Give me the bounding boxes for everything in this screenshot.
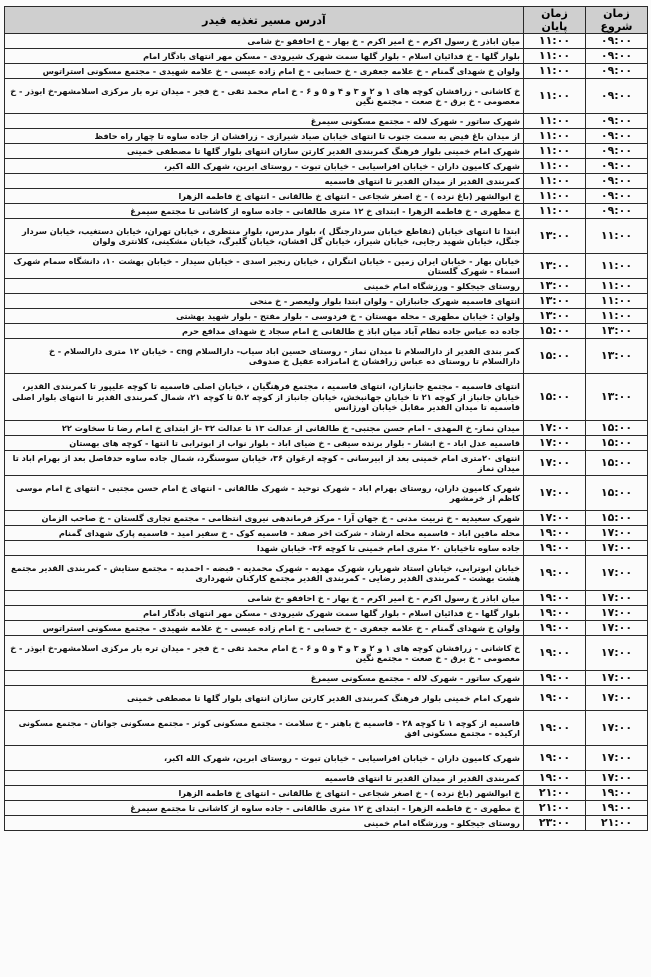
start-time-cell: ۰۹:۰۰	[586, 34, 648, 49]
table-row	[5, 49, 648, 64]
end-time-cell: ۱۷:۰۰	[524, 476, 586, 511]
route-cell: کمر بندی القدیر از دارالسلام تا میدان نماز - روستای حسین اباد سیاب- دارالسلام cng - خیابان ۱۲ متری دارالسلام - خ دارالسلام تا روستای ده عباس زرافشان خ امامزاده عقیل خ صدوقی	[5, 339, 524, 374]
table-row	[5, 34, 648, 49]
route-cell: روستای جیجکلو - ورزشگاه امام خمینی	[5, 816, 524, 831]
table-row	[5, 686, 648, 711]
start-time-cell: ۱۵:۰۰	[586, 436, 648, 451]
route-cell: قاسمیه عدل اباد - خ ابشار - بلوار برنده سیقی - خ ضیای اباد - بلوار نواب از ابوترابی تا انتها - کوچه های بهستان	[5, 436, 524, 451]
start-time-cell: ۱۳:۰۰	[586, 339, 648, 374]
route-cell: انتهای ۲۰متری امام خمینی بعد از ابیرسانی - کوچه ارغوان ۳۶، خیابان سوسنگرد، شمال جاده ساوه حدفاصل بعد از بهرام اباد تا میدان نماز	[5, 451, 524, 476]
end-time-cell: ۲۱:۰۰	[524, 786, 586, 801]
end-time-cell: ۱۹:۰۰	[524, 621, 586, 636]
end-time-cell: ۲۱:۰۰	[524, 801, 586, 816]
table-row	[5, 159, 648, 174]
end-time-cell: ۱۹:۰۰	[524, 671, 586, 686]
end-time-cell: ۱۱:۰۰	[524, 144, 586, 159]
end-time-cell: ۱۹:۰۰	[524, 686, 586, 711]
table-row	[5, 79, 648, 114]
table-row	[5, 636, 648, 671]
start-time-cell: ۱۵:۰۰	[586, 476, 648, 511]
end-time-cell: ۱۱:۰۰	[524, 174, 586, 189]
start-time-cell: ۱۷:۰۰	[586, 746, 648, 771]
start-time-cell: ۰۹:۰۰	[586, 64, 648, 79]
table-row	[5, 816, 648, 831]
route-cell: خیابان بهار - خیابان ایران زمین - خیابان انتگران ، خیابان رنجبر اسدی - خیابان سیدار - خیابان بهشت ۱۰، دانشگاه سمام شهرک اسماء - شهرک گلستان	[5, 254, 524, 279]
table-row	[5, 189, 648, 204]
start-time-cell: ۱۷:۰۰	[586, 591, 648, 606]
table-row	[5, 421, 648, 436]
end-time-cell: ۱۳:۰۰	[524, 294, 586, 309]
table-row	[5, 64, 648, 79]
table-row	[5, 279, 648, 294]
start-time-cell: ۱۵:۰۰	[586, 511, 648, 526]
table-row	[5, 801, 648, 816]
start-time-cell: ۱۷:۰۰	[586, 671, 648, 686]
table-row	[5, 511, 648, 526]
route-cell: خ مطهری - خ فاطمه الزهرا - ابتدای خ ۱۲ متری طالقانی - جاده ساوه از کاشانی تا مجتمع سیمرغ	[5, 801, 524, 816]
route-cell: میان اباذر خ رسول اکرم - خ امیر اکرم - خ بهار - خ احافقو -خ شامی	[5, 591, 524, 606]
route-cell: خیابان ابوترابی، خیابان استاد شهریار، شهرک مهدیه - شهرک محمدیه - قبضه - احمدیه - مجتمع ستایش - کمربندی القدیر مجتمع هشت بهشت - کمربندی القدیر رضایی - کمربندی القدیر مجتمع کارکنان شهرداری	[5, 556, 524, 591]
route-cell: جاده ساوه تاخیابان ۲۰ متری امام خمینی تا کوچه ۳۶- خیابان شهدا	[5, 541, 524, 556]
end-time-cell: ۱۹:۰۰	[524, 591, 586, 606]
route-cell: کمربندی القدیر از میدان القدیر تا انتهای قاسمیه	[5, 174, 524, 189]
route-cell: میدان نماز- خ المهدی - امام حسن مجتبی- خ طالقانی از عدالت ۱۳ تا عدالت ۳۲ -از ابتدای خ امام رضا تا سخاوت ۲۲	[5, 421, 524, 436]
start-time-cell: ۱۷:۰۰	[586, 771, 648, 786]
route-cell: شهرک کامیون داران - خیابان افراسیابی - خیابان تبوت - روستای ابرین، شهرک الله اکبر،	[5, 159, 524, 174]
end-time-cell: ۱۱:۰۰	[524, 64, 586, 79]
end-time-cell: ۱۱:۰۰	[524, 159, 586, 174]
table-row	[5, 254, 648, 279]
start-time-cell: ۱۷:۰۰	[586, 606, 648, 621]
start-time-cell: ۱۷:۰۰	[586, 711, 648, 746]
route-cell: شهرک کامیون داران - خیابان افراسیابی - خیابان تبوت - روستای ابرین، شهرک الله اکبر،	[5, 746, 524, 771]
table-row	[5, 324, 648, 339]
route-cell: شهرک امام خمینی بلوار فرهنگ کمربندی القدیر کارتن سازان انتهای بلوار گلها تا مصطفی خمینی	[5, 144, 524, 159]
start-time-cell: ۱۱:۰۰	[586, 219, 648, 254]
table-row	[5, 541, 648, 556]
table-row	[5, 556, 648, 591]
end-time-cell: ۱۹:۰۰	[524, 711, 586, 746]
table-row	[5, 144, 648, 159]
table-row	[5, 339, 648, 374]
route-cell: بلوار گلها - خ فدائیان اسلام - بلوار گلها سمت شهرک شیرودی - مسکن مهر انتهای بادگار امام	[5, 49, 524, 64]
table-row	[5, 711, 648, 746]
table-row	[5, 786, 648, 801]
route-cell: ولوان : خیابان مطهری - محله مهستان - خ فردوسی - بلوار مفتح - بلوار شهید بهشتی	[5, 309, 524, 324]
table-row	[5, 374, 648, 421]
start-time-cell: ۰۹:۰۰	[586, 174, 648, 189]
start-time-cell: ۲۱:۰۰	[586, 816, 648, 831]
start-time-cell: ۰۹:۰۰	[586, 189, 648, 204]
table-body	[5, 34, 648, 831]
table-header-row	[5, 7, 648, 34]
table-row	[5, 606, 648, 621]
table-row	[5, 219, 648, 254]
end-time-cell: ۱۷:۰۰	[524, 421, 586, 436]
table-row	[5, 129, 648, 144]
end-time-cell: ۱۳:۰۰	[524, 254, 586, 279]
table-row	[5, 476, 648, 511]
end-time-cell: ۱۳:۰۰	[524, 309, 586, 324]
route-cell: خ ابوالشهر (باغ نرده ) - خ اصغر شجاعی - انتهای خ طالقانی - انتهای خ فاطمه الزهرا	[5, 189, 524, 204]
route-cell: شهرک امام خمینی بلوار فرهنگ کمربندی القدیر کارتن سازان انتهای بلوار گلها تا مصطفی خمینی	[5, 686, 524, 711]
route-cell: انتهای قاسمیه - مجتمع جانبازان، انتهای قاسمیه ، مجتمع فرهنگیان ، خیابان اصلی قاسمیه تا کوچه علیپور تا کمربندی القدیر، خیابان جانباز از کوچه ۲۱ تا خیابان جهانبخش، خیابان جانباز از کوچه ۵.۲ تا کوچه ۲۱، شمال کمربندی القدیر تا انتهای بلوار اصلی قاسمیه تا میدان القدیر مقابل خیابان اورژانس	[5, 374, 524, 421]
start-time-cell: ۱۷:۰۰	[586, 526, 648, 541]
end-time-cell: ۱۱:۰۰	[524, 79, 586, 114]
start-time-cell: ۱۹:۰۰	[586, 786, 648, 801]
route-cell: شهرک سعیدیه - خ تربیت مدنی - خ جهان آرا - مرکز فرماندهی نیروی انتظامی - مجتمع تجاری گلستان - خ صاحب الزمان	[5, 511, 524, 526]
feeder-schedule-table	[4, 6, 648, 831]
header-start-time: زمان شروع	[586, 7, 648, 34]
route-cell: جاده ده عباس جاده نظام آباد میان اباذ خ طالقانی خ امام سجاد خ شهدای مدافع حرم	[5, 324, 524, 339]
start-time-cell: ۱۷:۰۰	[586, 556, 648, 591]
table-row	[5, 114, 648, 129]
start-time-cell: ۱۵:۰۰	[586, 421, 648, 436]
header-route: آدرس مسیر تغذیه فیدر	[5, 7, 524, 34]
start-time-cell: ۰۹:۰۰	[586, 49, 648, 64]
header-end-time: زمان پایان	[524, 7, 586, 34]
table-row	[5, 204, 648, 219]
route-cell: انتهای قاسمیه شهرک جانبازان - ولوان ابتدا بلوار ولیعصر - خ منحی	[5, 294, 524, 309]
start-time-cell: ۰۹:۰۰	[586, 159, 648, 174]
route-cell: شهرک ساتور - شهرک لاله - مجتمع مسکونی سیمرغ	[5, 671, 524, 686]
table-row	[5, 621, 648, 636]
route-cell: شهرک کامیون داران، روستای بهرام اباد - شهرک توحید - شهرک طالقانی - انتهای خ امام حسن مجتبی - انتهای خ امام موسی کاظم از خرمشهر	[5, 476, 524, 511]
start-time-cell: ۱۷:۰۰	[586, 541, 648, 556]
table-row	[5, 746, 648, 771]
start-time-cell: ۰۹:۰۰	[586, 204, 648, 219]
end-time-cell: ۱۵:۰۰	[524, 374, 586, 421]
end-time-cell: ۱۵:۰۰	[524, 339, 586, 374]
route-cell: خ ابوالشهر (باغ نرده ) - خ اصغر شجاعی - انتهای خ طالقانی - انتهای خ فاطمه الزهرا	[5, 786, 524, 801]
end-time-cell: ۱۱:۰۰	[524, 49, 586, 64]
route-cell: از میدان باغ فیض به سمت جنوب تا انتهای خیابان صیاد شیرازی - زرافشان از جاده ساوه تا چهار راه حافظ	[5, 129, 524, 144]
start-time-cell: ۱۱:۰۰	[586, 254, 648, 279]
end-time-cell: ۱۹:۰۰	[524, 746, 586, 771]
table-row	[5, 591, 648, 606]
table-row	[5, 309, 648, 324]
start-time-cell: ۱۱:۰۰	[586, 294, 648, 309]
route-cell: کمربندی القدیر از میدان القدیر تا انتهای قاسمیه	[5, 771, 524, 786]
table-row	[5, 294, 648, 309]
route-cell: خ کاشانی - زرافشان کوچه های ۱ و ۲ و ۳ و ۴ و ۵ و ۶ - خ امام محمد تقی - خ فجر - میدان تره بار مرکزی اسلامشهر-خ ابوذر - خ معصومی - خ برق - خ صعت - مجتمع نگین	[5, 79, 524, 114]
route-cell: بلوار گلها - خ فدائیان اسلام - بلوار گلها سمت شهرک شیرودی - مسکن مهر انتهای بادگار امام	[5, 606, 524, 621]
start-time-cell: ۱۳:۰۰	[586, 374, 648, 421]
start-time-cell: ۱۹:۰۰	[586, 801, 648, 816]
route-cell: ولوان خ شهدای گمنام - خ علامه جعفری - خ حسابی - خ امام زاده عیسی - خ علامه شهیدی - مجتمع مسکونی استراتوس	[5, 64, 524, 79]
end-time-cell: ۱۹:۰۰	[524, 636, 586, 671]
start-time-cell: ۱۱:۰۰	[586, 309, 648, 324]
route-cell: روستای جیجکلو - ورزشگاه امام خمینی	[5, 279, 524, 294]
end-time-cell: ۱۹:۰۰	[524, 606, 586, 621]
end-time-cell: ۱۹:۰۰	[524, 526, 586, 541]
route-cell: ولوان خ شهدای گمنام - خ علامه جعفری - خ حسابی - خ امام زاده عیسی - خ علامه شهیدی - مجتمع مسکونی استراتوس	[5, 621, 524, 636]
end-time-cell: ۱۱:۰۰	[524, 34, 586, 49]
start-time-cell: ۰۹:۰۰	[586, 144, 648, 159]
route-cell: خ کاشانی - زرافشان کوچه های ۱ و ۲ و ۳ و ۴ و ۵ و ۶ - خ امام محمد تقی - خ فجر - میدان تره بار مرکزی اسلامشهر-خ ابوذر - خ معصومی - خ برق - خ صعت - مجتمع نگین	[5, 636, 524, 671]
end-time-cell: ۱۷:۰۰	[524, 511, 586, 526]
end-time-cell: ۱۳:۰۰	[524, 219, 586, 254]
table-row	[5, 526, 648, 541]
table-row	[5, 771, 648, 786]
start-time-cell: ۰۹:۰۰	[586, 114, 648, 129]
table-row	[5, 174, 648, 189]
table-row	[5, 451, 648, 476]
end-time-cell: ۱۷:۰۰	[524, 451, 586, 476]
route-cell: قاسمیه از کوچه ۱ تا کوچه ۲۸ - قاسمیه خ باهنر - خ سلامت - مجتمع مسکونی کوثر - مجتمع مسکونی جوانان - مجتمع مسکونی ارکیده - مجتمع مسکونی افق	[5, 711, 524, 746]
table-row	[5, 671, 648, 686]
end-time-cell: ۱۹:۰۰	[524, 541, 586, 556]
end-time-cell: ۱۱:۰۰	[524, 129, 586, 144]
start-time-cell: ۰۹:۰۰	[586, 79, 648, 114]
start-time-cell: ۱۷:۰۰	[586, 636, 648, 671]
end-time-cell: ۱۱:۰۰	[524, 204, 586, 219]
route-cell: ابتدا تا انتهای خیابان (تقاطع خیابان سردارجنگل )، بلوار مدرس، بلوار منتظری ، خیابان تهران، خیابان دستغیب، خیابان سردار جنگل، خیابان شهید رجایی، خیابان شیراز، خیابان گل افشان، خیابان گلبرگ، خیابان مشکینی، کلانتری ولوان	[5, 219, 524, 254]
start-time-cell: ۰۹:۰۰	[586, 129, 648, 144]
end-time-cell: ۱۱:۰۰	[524, 189, 586, 204]
table-row	[5, 436, 648, 451]
route-cell: محله مافین اباد - قاسمیه محله ارشاد - شرکت اخر صفد - قاسمیه کوک - خ سفیر امید - قاسمیه پارک شهدای گمنام	[5, 526, 524, 541]
end-time-cell: ۱۱:۰۰	[524, 114, 586, 129]
end-time-cell: ۱۹:۰۰	[524, 771, 586, 786]
end-time-cell: ۲۳:۰۰	[524, 816, 586, 831]
end-time-cell: ۱۵:۰۰	[524, 324, 586, 339]
route-cell: شهرک ساتور - شهرک لاله - مجتمع مسکونی سیمرغ	[5, 114, 524, 129]
start-time-cell: ۱۳:۰۰	[586, 324, 648, 339]
route-cell: میان اباذر خ رسول اکرم - خ امیر اکرم - خ بهار - خ احافقو -خ شامی	[5, 34, 524, 49]
start-time-cell: ۱۷:۰۰	[586, 686, 648, 711]
start-time-cell: ۱۱:۰۰	[586, 279, 648, 294]
end-time-cell: ۱۷:۰۰	[524, 436, 586, 451]
start-time-cell: ۱۷:۰۰	[586, 621, 648, 636]
start-time-cell: ۱۵:۰۰	[586, 451, 648, 476]
end-time-cell: ۱۳:۰۰	[524, 279, 586, 294]
route-cell: خ مطهری - خ فاطمه الزهرا - ابتدای خ ۱۲ متری طالقانی - جاده ساوه از کاشانی تا مجتمع سیمرغ	[5, 204, 524, 219]
end-time-cell: ۱۹:۰۰	[524, 556, 586, 591]
